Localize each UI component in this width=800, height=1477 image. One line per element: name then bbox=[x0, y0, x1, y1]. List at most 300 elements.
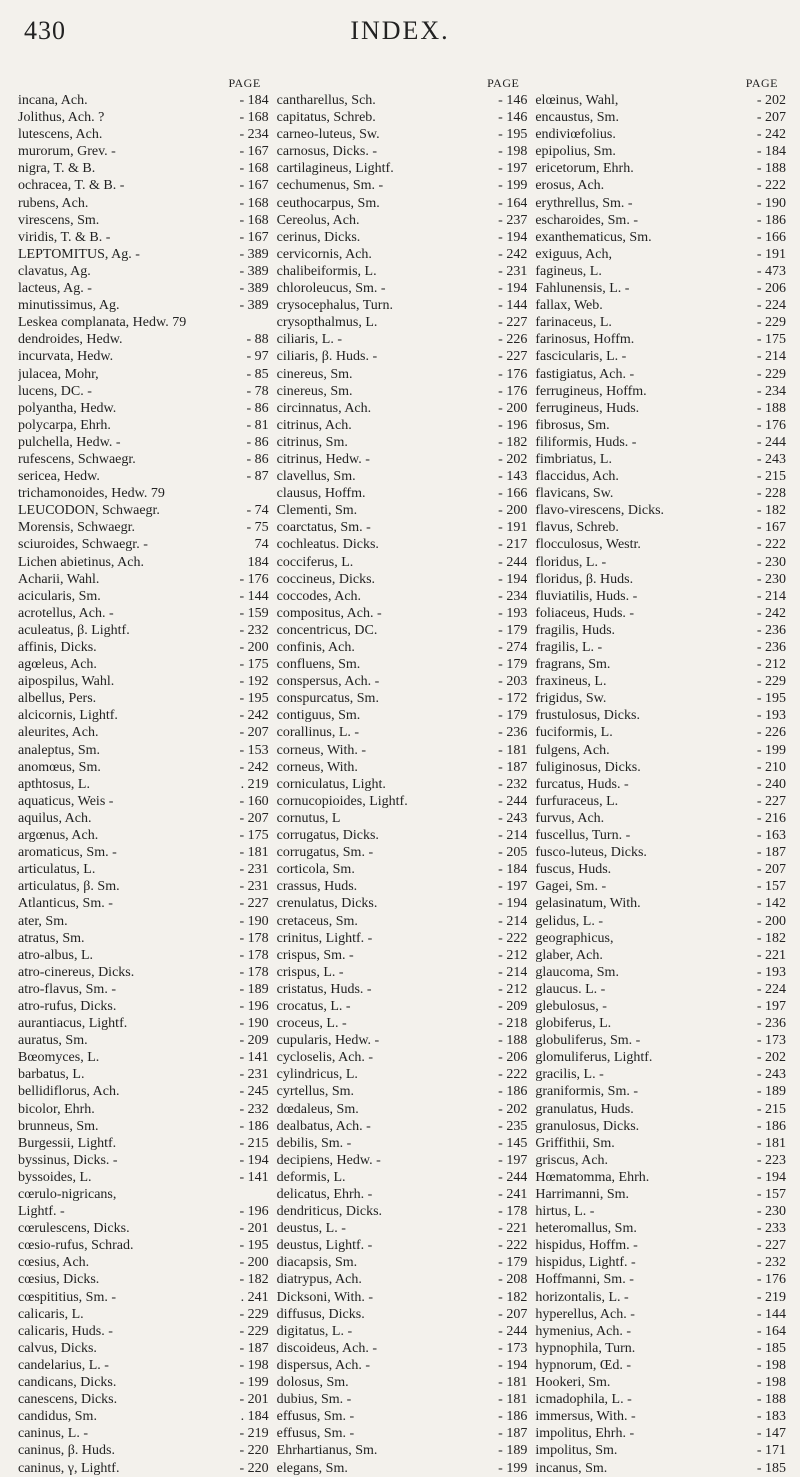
entry-page: - 190 bbox=[756, 195, 787, 211]
index-column-1 bbox=[18, 76, 269, 1477]
entry-page: - 142 bbox=[756, 896, 787, 912]
column-page-header: PAGE bbox=[745, 76, 779, 90]
index-entry bbox=[277, 793, 528, 810]
index-entry bbox=[277, 656, 528, 673]
column-page-header: PAGE bbox=[487, 76, 520, 90]
index-entry bbox=[18, 451, 269, 468]
entry-term: Leskea complanata, Hedw. 79 bbox=[18, 315, 187, 331]
index-entry bbox=[535, 742, 786, 759]
entry-term: crinitus, Lightf. - bbox=[276, 930, 373, 946]
index-entry bbox=[277, 177, 528, 194]
index-entry bbox=[277, 1118, 528, 1135]
entry-page: - 176 bbox=[498, 366, 528, 382]
entry-term: rufescens, Schwaegr. bbox=[18, 451, 136, 467]
index-entry bbox=[277, 759, 528, 776]
index-entry bbox=[18, 400, 269, 417]
entry-term: Hoffmanni, Sm. - bbox=[535, 1272, 634, 1288]
entry-term: candelarius, L. - bbox=[18, 1357, 109, 1373]
entry-page: - 86 bbox=[246, 434, 269, 450]
entry-term: acrotellus, Ach. - bbox=[18, 605, 114, 621]
entry-page: - 74 bbox=[246, 503, 269, 519]
entry-term: aurantiacus, Lightf. bbox=[18, 1016, 128, 1032]
index-columns bbox=[18, 76, 787, 1477]
entry-page: - 215 bbox=[239, 1135, 269, 1151]
entry-term: icmadophila, L. - bbox=[535, 1392, 632, 1408]
entry-page: - 186 bbox=[756, 1118, 787, 1134]
index-entry bbox=[535, 417, 786, 434]
entry-term: erosus, Ach. bbox=[535, 178, 605, 194]
entry-term: Bœomyces, L. bbox=[18, 1050, 100, 1066]
index-entry bbox=[535, 1425, 786, 1442]
entry-page: - 230 bbox=[756, 1204, 787, 1220]
index-entry bbox=[18, 656, 269, 673]
entry-term: cupularis, Hedw. - bbox=[276, 1033, 380, 1049]
index-entry bbox=[535, 861, 786, 878]
entry-term: murorum, Grev. - bbox=[18, 144, 116, 160]
entry-term: epipolius, Sm. bbox=[535, 144, 616, 160]
index-entry bbox=[277, 195, 528, 212]
index-entry bbox=[535, 212, 786, 229]
entry-page: - 173 bbox=[756, 1033, 787, 1049]
index-entry bbox=[535, 1135, 786, 1152]
index-entry bbox=[535, 947, 786, 964]
entry-term: fraxineus, L. bbox=[535, 674, 607, 690]
entry-term: albellus, Pers. bbox=[18, 691, 97, 707]
index-entry bbox=[277, 742, 528, 759]
entry-term: lutescens, Ach. bbox=[18, 127, 103, 143]
entry-term: granulosus, Dicks. bbox=[535, 1118, 640, 1134]
index-entry bbox=[277, 1015, 528, 1032]
entry-page: - 194 bbox=[239, 1152, 269, 1168]
index-entry bbox=[535, 348, 786, 365]
index-entry bbox=[535, 759, 786, 776]
index-entry bbox=[18, 366, 269, 383]
entry-page: - 199 bbox=[756, 742, 787, 758]
index-entry bbox=[277, 400, 528, 417]
entry-term: sciuroides, Schwaegr. - bbox=[18, 537, 148, 553]
entry-page: - 222 bbox=[498, 1238, 528, 1254]
index-entry bbox=[18, 1118, 269, 1135]
entry-term: barbatus, L. bbox=[18, 1067, 85, 1083]
entry-term: minutissimus, Ag. bbox=[18, 298, 120, 314]
entry-term: caninus, L. - bbox=[18, 1426, 88, 1442]
entry-term: alcicornis, Lightf. bbox=[18, 708, 118, 724]
entry-page: - 144 bbox=[756, 1306, 787, 1322]
index-entry bbox=[535, 1237, 786, 1254]
entry-term: ferrugineus, Huds. bbox=[535, 400, 640, 416]
entry-term: contiguus, Sm. bbox=[276, 708, 361, 724]
entry-page: - 199 bbox=[498, 1460, 528, 1476]
entry-term: brunneus, Sm. bbox=[18, 1118, 99, 1134]
entry-page: - 188 bbox=[498, 1033, 528, 1049]
entry-page: - 182 bbox=[756, 503, 787, 519]
entry-page: - 175 bbox=[756, 332, 787, 348]
index-entry bbox=[18, 554, 269, 571]
entry-term: endiviœfolius. bbox=[535, 127, 616, 143]
index-entry bbox=[535, 536, 786, 553]
entry-term: corallinus, L. - bbox=[276, 725, 360, 741]
entry-page: - 217 bbox=[498, 537, 528, 553]
entry-term: ochracea, T. & B. - bbox=[18, 178, 125, 194]
entry-page: - 214 bbox=[498, 828, 528, 844]
entry-page: - 81 bbox=[246, 417, 269, 433]
entry-page: - 242 bbox=[756, 605, 787, 621]
entry-page: . 184 bbox=[240, 1409, 269, 1425]
entry-page: - 209 bbox=[498, 998, 528, 1014]
entry-page: - 234 bbox=[239, 127, 269, 143]
entry-term: cantharellus, Sch. bbox=[276, 93, 376, 108]
entry-term: impolitus, Ehrh. - bbox=[535, 1426, 635, 1442]
entry-page: - 193 bbox=[498, 605, 528, 621]
entry-page: - 160 bbox=[239, 793, 269, 809]
entry-term: confinis, Ach. bbox=[276, 640, 355, 655]
entry-page: - 198 bbox=[239, 1357, 269, 1373]
index-entry bbox=[277, 417, 528, 434]
entry-term: deformis, L. bbox=[276, 1169, 346, 1185]
entry-page: - 243 bbox=[498, 810, 528, 826]
entry-term: fuscellus, Turn. - bbox=[535, 828, 631, 844]
index-entry bbox=[535, 895, 786, 912]
entry-term: atro-cinereus, Dicks. bbox=[18, 964, 135, 980]
entry-page: - 141 bbox=[239, 1050, 269, 1066]
index-entry bbox=[18, 622, 269, 639]
entry-term: conspurcatus, Sm. bbox=[276, 691, 379, 707]
entry-term: cœrulescens, Dicks. bbox=[18, 1221, 130, 1237]
entry-term: polycarpa, Ehrh. bbox=[18, 417, 111, 433]
entry-term: flavo-virescens, Dicks. bbox=[535, 503, 665, 519]
entry-page: - 241 bbox=[498, 1187, 528, 1202]
entry-page: - 188 bbox=[756, 400, 787, 416]
entry-page: - 187 bbox=[498, 759, 528, 775]
entry-page: - 193 bbox=[756, 708, 787, 724]
index-entry bbox=[535, 246, 786, 263]
entry-page: - 207 bbox=[239, 725, 269, 741]
entry-term: erythrellus, Sm. - bbox=[535, 195, 633, 211]
index-entry bbox=[18, 1186, 269, 1203]
entry-page: - 223 bbox=[756, 1152, 787, 1168]
entry-term: hispidus, Lightf. - bbox=[535, 1255, 636, 1271]
entry-term: cocciferus, L. bbox=[276, 554, 354, 570]
entry-page: - 187 bbox=[756, 845, 787, 861]
entry-term: globuliferus, Sm. - bbox=[535, 1033, 641, 1049]
entry-page: - 244 bbox=[498, 1323, 528, 1339]
index-entry bbox=[535, 1271, 786, 1288]
index-entry bbox=[535, 1220, 786, 1237]
index-entry bbox=[277, 1083, 528, 1100]
entry-term: cervicornis, Ach. bbox=[276, 246, 372, 262]
entry-page: - 198 bbox=[756, 1375, 787, 1391]
index-entry bbox=[277, 126, 528, 143]
index-entry bbox=[277, 1391, 528, 1408]
entry-page: - 236 bbox=[756, 1016, 787, 1032]
entry-page: - 229 bbox=[239, 1323, 269, 1339]
entry-page: - 229 bbox=[756, 366, 787, 382]
entry-page: - 196 bbox=[239, 998, 269, 1014]
entry-page: - 389 bbox=[239, 246, 269, 262]
entry-term: viridis, T. & B. - bbox=[18, 229, 111, 245]
index-entry bbox=[535, 724, 786, 741]
entry-term: corticola, Sm. bbox=[276, 862, 355, 878]
index-entry bbox=[535, 195, 786, 212]
index-entry bbox=[18, 434, 269, 451]
index-entry bbox=[535, 229, 786, 246]
entry-page: - 188 bbox=[756, 1392, 787, 1408]
index-entry bbox=[18, 844, 269, 861]
index-entry bbox=[535, 930, 786, 947]
entry-page: - 212 bbox=[498, 981, 528, 997]
entry-page: - 184 bbox=[756, 144, 787, 160]
entry-page: 74 bbox=[254, 537, 269, 553]
entry-page: - 244 bbox=[498, 793, 528, 809]
entry-page: - 194 bbox=[498, 1357, 528, 1373]
entry-page: - 168 bbox=[239, 110, 269, 126]
index-entry bbox=[535, 810, 786, 827]
entry-page: - 86 bbox=[246, 451, 269, 467]
entry-page: - 216 bbox=[756, 810, 787, 826]
entry-page: - 227 bbox=[756, 793, 787, 809]
index-entry bbox=[535, 331, 786, 348]
entry-page: - 146 bbox=[498, 93, 528, 108]
entry-page: - 178 bbox=[239, 930, 269, 946]
entry-page: - 187 bbox=[239, 1340, 269, 1356]
index-entry bbox=[18, 1408, 269, 1425]
index-entry bbox=[535, 605, 786, 622]
index-entry bbox=[277, 1152, 528, 1169]
entry-page: - 200 bbox=[498, 503, 528, 519]
entry-page: - 182 bbox=[239, 1272, 269, 1288]
index-entry bbox=[535, 1323, 786, 1340]
entry-page: - 145 bbox=[498, 1135, 528, 1151]
index-entry bbox=[535, 263, 786, 280]
entry-term: crassus, Huds. bbox=[276, 879, 358, 895]
entry-page: - 243 bbox=[756, 451, 787, 467]
entry-term: clavatus, Ag. bbox=[18, 263, 91, 279]
entry-term: dispersus, Ach. - bbox=[276, 1357, 370, 1373]
entry-page: - 172 bbox=[498, 691, 528, 707]
entry-term: cretaceus, Sm. bbox=[276, 913, 358, 929]
entry-term: Lichen abietinus, Ach. bbox=[18, 554, 144, 570]
entry-term: carnosus, Dicks. - bbox=[276, 144, 377, 160]
entry-term: hymenius, Ach. - bbox=[535, 1323, 631, 1339]
entry-term: deustus, L. - bbox=[276, 1221, 346, 1237]
entry-page: - 195 bbox=[239, 1238, 269, 1254]
entry-page: - 85 bbox=[246, 366, 269, 382]
entry-term: Jolithus, Ach. ? bbox=[18, 110, 105, 126]
index-entry bbox=[535, 1254, 786, 1271]
index-entry bbox=[535, 1408, 786, 1425]
entry-page: - 146 bbox=[498, 110, 528, 126]
index-entry bbox=[535, 109, 786, 126]
index-entry bbox=[18, 1135, 269, 1152]
entry-term: heteromallus, Sm. bbox=[535, 1221, 637, 1237]
entry-page: - 194 bbox=[498, 281, 528, 297]
entry-term: citrinus, Ach. bbox=[276, 417, 352, 433]
index-entry bbox=[535, 776, 786, 793]
entry-term: Atlanticus, Sm. - bbox=[18, 896, 113, 912]
index-entry bbox=[277, 143, 528, 160]
index-entry bbox=[535, 383, 786, 400]
entry-page: - 183 bbox=[756, 1409, 787, 1425]
entry-page: - 197 bbox=[756, 998, 787, 1014]
entry-page: - 218 bbox=[498, 1016, 528, 1032]
entry-page: - 193 bbox=[756, 964, 787, 980]
index-entry bbox=[535, 1340, 786, 1357]
index-entry bbox=[277, 1049, 528, 1066]
entry-term: fibrosus, Sm. bbox=[535, 417, 610, 433]
entry-page: - 178 bbox=[498, 1204, 528, 1220]
index-entry bbox=[18, 143, 269, 160]
entry-term: graniformis, Sm. - bbox=[535, 1084, 638, 1100]
entry-term: farinaceus, L. bbox=[535, 315, 612, 331]
index-entry bbox=[535, 827, 786, 844]
index-entry bbox=[535, 622, 786, 639]
entry-term: coccineus, Dicks. bbox=[276, 571, 376, 587]
index-entry bbox=[277, 1186, 528, 1203]
entry-term: exanthematicus, Sm. bbox=[535, 229, 652, 245]
entry-term: ferrugineus, Hoffm. bbox=[535, 383, 647, 399]
entry-term: atro-flavus, Sm. - bbox=[18, 981, 116, 997]
entry-page: - 242 bbox=[239, 759, 269, 775]
entry-page: - 144 bbox=[498, 298, 528, 314]
entry-term: Lightf. - bbox=[18, 1204, 65, 1220]
entry-term: chloroleucus, Sm. - bbox=[276, 281, 386, 297]
index-entry bbox=[277, 998, 528, 1015]
entry-term: corniculatus, Light. bbox=[276, 776, 386, 792]
entry-page: - 209 bbox=[239, 1033, 269, 1049]
entry-term: LEUCODON, Schwaegr. bbox=[18, 503, 160, 519]
entry-page: - 167 bbox=[239, 229, 269, 245]
index-entry bbox=[535, 485, 786, 502]
entry-term: corneus, With. - bbox=[276, 742, 367, 758]
entry-page: - 157 bbox=[756, 879, 787, 895]
entry-page: - 167 bbox=[239, 144, 269, 160]
index-entry bbox=[535, 707, 786, 724]
index-entry bbox=[18, 126, 269, 143]
entry-term: cylindricus, L. bbox=[276, 1067, 358, 1083]
index-entry bbox=[18, 1015, 269, 1032]
index-entry bbox=[18, 1425, 269, 1442]
entry-page: - 232 bbox=[498, 776, 528, 792]
entry-page: - 389 bbox=[239, 281, 269, 297]
entry-term: argœnus, Ach. bbox=[18, 828, 99, 844]
index-entry bbox=[18, 417, 269, 434]
entry-term: lacteus, Ag. - bbox=[18, 281, 92, 297]
index-entry bbox=[277, 314, 528, 331]
entry-page: - 198 bbox=[756, 1357, 787, 1373]
index-entry bbox=[18, 707, 269, 724]
index-entry bbox=[18, 1101, 269, 1118]
index-entry bbox=[535, 1083, 786, 1100]
entry-term: caninus, β. Huds. bbox=[18, 1443, 115, 1459]
entry-page: - 181 bbox=[498, 1375, 528, 1391]
entry-page: - 157 bbox=[756, 1187, 787, 1202]
entry-page: - 186 bbox=[756, 212, 787, 228]
entry-page: - 203 bbox=[498, 674, 528, 690]
index-entry bbox=[18, 109, 269, 126]
entry-page: - 179 bbox=[498, 708, 528, 724]
index-entry bbox=[535, 519, 786, 536]
entry-page: - 166 bbox=[498, 486, 528, 502]
entry-term: deustus, Lightf. - bbox=[276, 1238, 373, 1254]
index-entry bbox=[535, 400, 786, 417]
entry-page: - 232 bbox=[239, 622, 269, 638]
index-entry bbox=[277, 246, 528, 263]
entry-page: - 240 bbox=[756, 776, 787, 792]
entry-term: escharoides, Sm. - bbox=[535, 212, 638, 228]
index-entry bbox=[18, 810, 269, 827]
index-entry bbox=[535, 1391, 786, 1408]
entry-page: - 207 bbox=[498, 1306, 528, 1322]
entry-page: - 197 bbox=[498, 879, 528, 895]
index-entry bbox=[18, 1340, 269, 1357]
entry-page: - 224 bbox=[756, 981, 787, 997]
entry-page: - 202 bbox=[756, 1050, 787, 1066]
entry-term: Cereolus, Ach. bbox=[276, 212, 360, 228]
entry-term: atratus, Sm. bbox=[18, 930, 85, 946]
entry-page: - 97 bbox=[246, 349, 269, 365]
entry-term: carneo-luteus, Sw. bbox=[276, 127, 380, 143]
index-entry bbox=[277, 690, 528, 707]
index-entry bbox=[535, 1306, 786, 1323]
entry-term: hispidus, Hoffm. - bbox=[535, 1238, 638, 1254]
entry-page: - 231 bbox=[498, 263, 528, 279]
index-entry bbox=[18, 1323, 269, 1340]
entry-term: glaber, Ach. bbox=[535, 947, 603, 963]
entry-term: canescens, Dicks. bbox=[18, 1392, 118, 1408]
entry-page: . 219 bbox=[240, 776, 269, 792]
entry-page: - 235 bbox=[498, 1118, 528, 1134]
entry-term: cœsius, Dicks. bbox=[18, 1272, 100, 1288]
entry-page: - 227 bbox=[239, 896, 269, 912]
index-entry bbox=[277, 263, 528, 280]
entry-page: - 189 bbox=[756, 1084, 787, 1100]
entry-page: - 164 bbox=[756, 1323, 787, 1339]
entry-term: candicans, Dicks. bbox=[18, 1375, 117, 1391]
index-entry bbox=[18, 536, 269, 553]
entry-page: - 190 bbox=[239, 1016, 269, 1032]
index-entry bbox=[18, 793, 269, 810]
entry-page: - 185 bbox=[756, 1460, 787, 1476]
entry-page: - 196 bbox=[239, 1204, 269, 1220]
entry-term: calicaris, L. bbox=[18, 1306, 84, 1322]
entry-page: - 389 bbox=[239, 298, 269, 314]
index-entry bbox=[18, 947, 269, 964]
entry-page: - 164 bbox=[498, 195, 528, 211]
index-entry bbox=[18, 177, 269, 194]
index-entry bbox=[277, 913, 528, 930]
index-entry bbox=[277, 434, 528, 451]
entry-page: - 195 bbox=[239, 691, 269, 707]
entry-term: crysopthalmus, L. bbox=[276, 315, 378, 331]
entry-page: - 222 bbox=[756, 178, 787, 194]
entry-page: - 176 bbox=[756, 1272, 787, 1288]
entry-page: - 244 bbox=[498, 554, 528, 570]
entry-term: julacea, Mohr, bbox=[18, 366, 99, 382]
entry-page: - 190 bbox=[239, 913, 269, 929]
entry-term: Clementi, Sm. bbox=[276, 503, 358, 519]
index-entry bbox=[277, 1289, 528, 1306]
index-entry bbox=[277, 1237, 528, 1254]
entry-page: - 141 bbox=[239, 1169, 269, 1185]
entry-page: - 182 bbox=[756, 930, 787, 946]
index-entry bbox=[535, 1460, 786, 1477]
index-entry bbox=[18, 229, 269, 246]
index-entry bbox=[18, 331, 269, 348]
index-entry bbox=[535, 913, 786, 930]
index-entry bbox=[18, 964, 269, 981]
index-entry bbox=[277, 366, 528, 383]
index-entry bbox=[535, 656, 786, 673]
